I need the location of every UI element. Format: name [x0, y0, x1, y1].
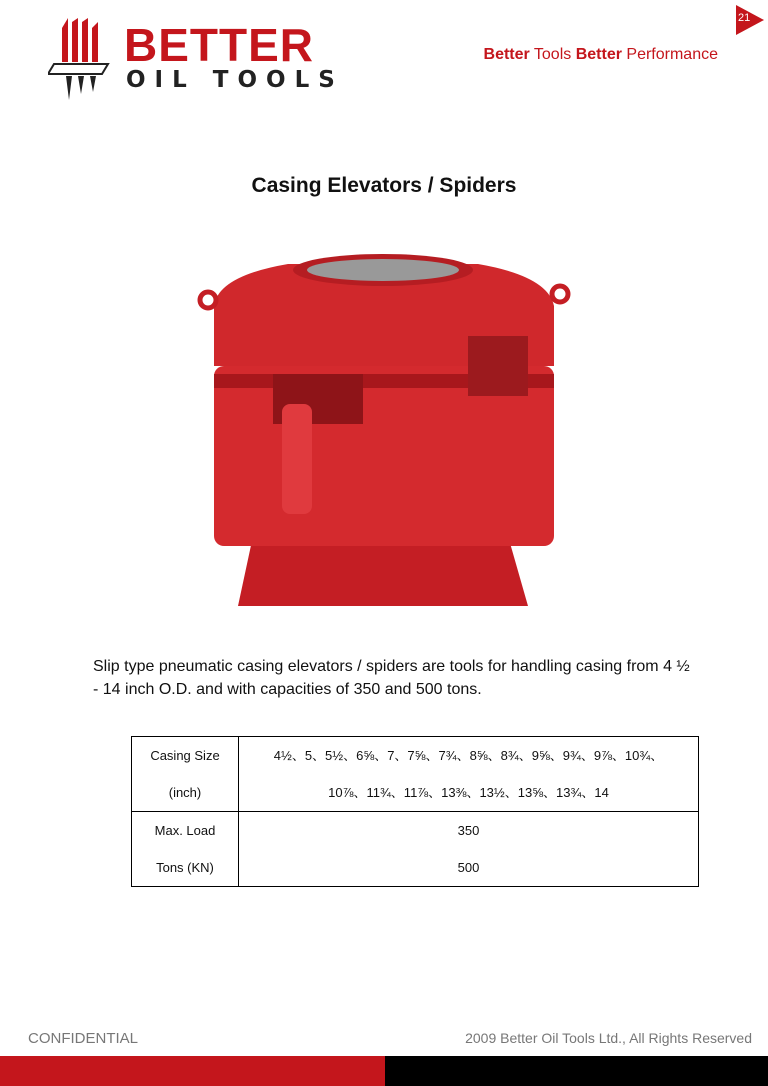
- footer-bar-black: [385, 1056, 768, 1086]
- value-line: 10⅞、11¾、11⅞、13⅜、13½、13⅝、13¾、14: [328, 785, 609, 800]
- row-label: [132, 812, 239, 887]
- copyright: 2009 Better Oil Tools Ltd., All Rights Reserved: [465, 1030, 752, 1046]
- logo-text-better: BETTER: [124, 19, 314, 71]
- footer-bar-red: [0, 1056, 385, 1086]
- value-line: 350: [457, 823, 480, 838]
- company-logo: [48, 18, 118, 107]
- logo-text-oil-tools: OIL TOOLS: [126, 67, 344, 93]
- derrick-logo-icon: [48, 18, 118, 102]
- row-value: [239, 737, 699, 812]
- label-line: Tons (KN): [156, 860, 214, 875]
- spec-table: [131, 736, 699, 887]
- product-image: [178, 236, 598, 621]
- value-line: 500: [457, 860, 480, 875]
- tagline-word: Better: [483, 46, 530, 63]
- table-row: [132, 812, 699, 887]
- confidential-label: CONFIDENTIAL: [28, 1030, 139, 1047]
- value-line: 4½、5、5½、6⅝、7、7⅝、7¾、8⅝、8¾、9⅝、9¾、9⅞、10¾、: [273, 748, 664, 763]
- table-row: [132, 737, 699, 812]
- tagline-word: Performance: [626, 46, 718, 63]
- page-title: Casing Elevators / Spiders: [251, 174, 517, 197]
- label-line: Max. Load: [154, 823, 216, 838]
- tagline: [484, 46, 718, 64]
- label-line: Casing Size: [150, 748, 220, 763]
- row-value: [239, 812, 699, 887]
- casing-elevator-image: [178, 236, 598, 616]
- page-number: 21: [738, 12, 751, 24]
- label-line: (inch): [168, 785, 202, 800]
- page-number-badge: [736, 5, 764, 35]
- product-description: Slip type pneumatic casing elevators / spiders are tools for handling casing from 4 ½ - 14 inch O.D. and with capacities of 350 and 500 tons.: [93, 658, 690, 698]
- tagline-word: Tools: [533, 46, 572, 63]
- row-label: [132, 737, 239, 812]
- tagline-word: Better: [575, 46, 622, 63]
